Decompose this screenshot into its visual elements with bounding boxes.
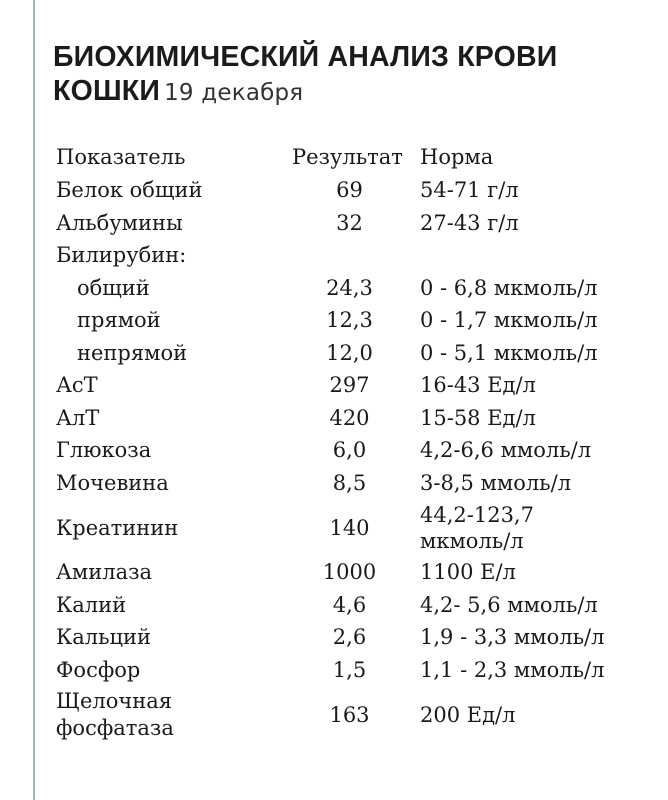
parameter-name: Щелочная фосфатаза	[56, 688, 174, 740]
parameter-result: 1000	[322, 560, 377, 585]
table-row	[56, 686, 636, 743]
table-row	[56, 174, 636, 207]
table-row	[56, 621, 636, 654]
parameter-name: АлТ	[56, 405, 100, 430]
header-parameter: Показатель	[56, 145, 186, 169]
document-title	[53, 40, 613, 110]
table-row	[56, 337, 636, 370]
parameter-result: 12,0	[326, 340, 373, 365]
parameter-norm: 200 Ед/л	[420, 702, 516, 727]
parameter-name: непрямой	[77, 340, 188, 365]
parameter-result: 12,3	[326, 308, 373, 333]
parameter-name: Мочевина	[56, 470, 169, 495]
parameter-norm: 0 - 5,1 мкмоль/л	[420, 340, 598, 365]
analysis-date: 19 декабря	[164, 80, 304, 106]
parameter-result: 4,6	[332, 592, 367, 617]
results-table	[56, 140, 636, 743]
parameter-norm: 15-58 Ед/л	[420, 405, 536, 430]
table-row	[56, 499, 636, 556]
parameter-name: прямой	[77, 308, 161, 333]
parameter-name: Альбумины	[56, 210, 183, 235]
parameter-norm: 4,2- 5,6 ммоль/л	[420, 592, 598, 617]
parameter-norm: 4,2-6,6 ммоль/л	[420, 438, 592, 463]
table-row	[56, 434, 636, 467]
parameter-name: Глюкоза	[56, 438, 152, 463]
parameter-norm: 1,1 - 2,3 ммоль/л	[420, 657, 605, 682]
parameter-result: 24,3	[326, 275, 373, 300]
parameter-norm: 0 - 1,7 мкмоль/л	[420, 308, 598, 333]
table-row	[56, 272, 636, 305]
parameter-result: 32	[336, 210, 363, 235]
parameter-result: 6,0	[332, 438, 367, 463]
table-row	[56, 369, 636, 402]
header-result: Результат	[292, 145, 403, 169]
parameter-result: 163	[329, 702, 370, 727]
parameter-result: 297	[329, 373, 370, 398]
parameter-name: Амилаза	[56, 560, 153, 585]
table-row	[56, 239, 636, 272]
parameter-norm: 27-43 г/л	[420, 210, 519, 235]
header-norm: Норма	[420, 145, 494, 169]
parameter-name: Креатинин	[56, 515, 179, 540]
left-border-line	[33, 0, 35, 800]
parameter-group-name: Билирубин:	[56, 243, 187, 268]
parameter-result: 8,5	[332, 470, 367, 495]
table-row	[56, 402, 636, 435]
parameter-norm: 0 - 6,8 мкмоль/л	[420, 275, 598, 300]
parameter-norm: 1,9 - 3,3 ммоль/л	[420, 625, 605, 650]
table-row	[56, 589, 636, 622]
parameter-result: 420	[329, 405, 370, 430]
parameter-result: 1,5	[332, 657, 367, 682]
parameter-name: Кальций	[56, 625, 152, 650]
table-row	[56, 654, 636, 687]
table-row	[56, 467, 636, 500]
title-line-1: БИОХИМИЧЕСКИЙ АНАЛИЗ КРОВИ	[53, 41, 558, 73]
table-row	[56, 207, 636, 240]
parameter-name: общий	[77, 275, 150, 300]
parameter-name: Фосфор	[56, 657, 141, 682]
parameter-name: Калий	[56, 592, 127, 617]
parameter-result: 140	[329, 515, 370, 540]
parameter-name: Белок общий	[56, 178, 203, 203]
parameter-name: АсТ	[56, 373, 98, 398]
parameter-norm: 16-43 Ед/л	[420, 373, 536, 398]
table-row	[56, 556, 636, 589]
title-line-2	[53, 74, 613, 110]
parameter-norm: 44,2-123,7 мкмоль/л	[420, 502, 534, 553]
parameter-norm: 3-8,5 ммоль/л	[420, 470, 572, 495]
parameter-norm: 1100 Е/л	[420, 560, 516, 585]
title-word-cat: КОШКИ	[53, 75, 161, 107]
parameter-norm: 54-71 г/л	[420, 178, 519, 203]
parameter-result: 69	[336, 178, 363, 203]
parameter-result: 2,6	[332, 625, 367, 650]
table-row	[56, 304, 636, 337]
table-header	[56, 140, 636, 174]
